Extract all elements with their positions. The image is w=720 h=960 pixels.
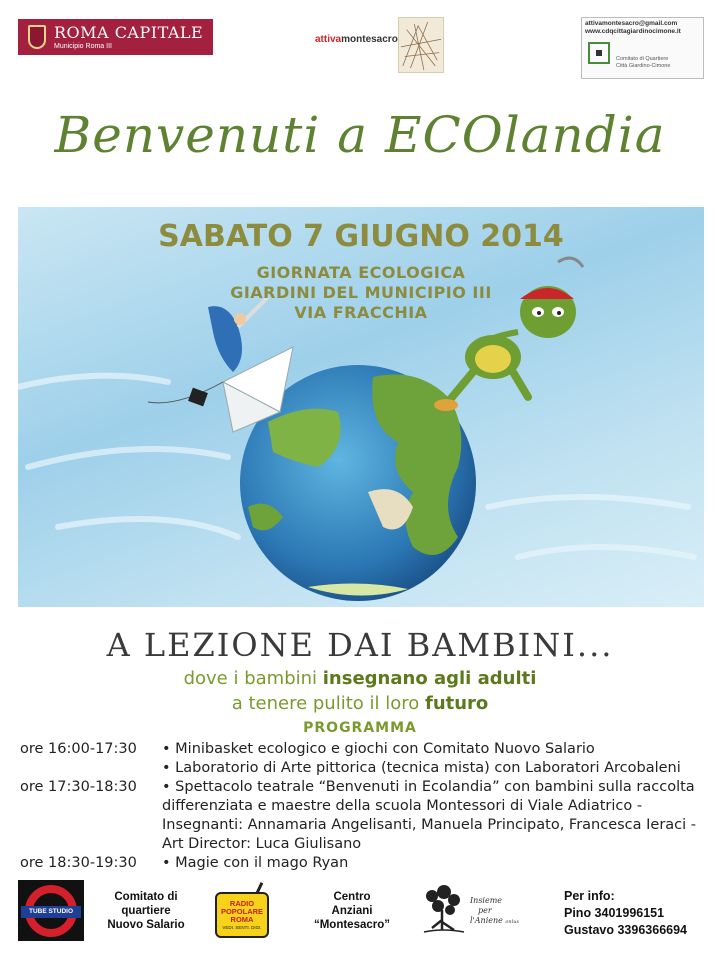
schedule-time: ore 16:00-17:30 — [20, 741, 137, 757]
tagline-1-plain: dove i bambini — [183, 668, 323, 689]
centro-line: Anziani — [331, 905, 373, 917]
info-phone-pino: Pino 3401996151 — [564, 906, 665, 920]
schedule-item — [20, 854, 710, 873]
radio-icon — [215, 892, 269, 938]
comitato-line: Comitato di — [114, 891, 178, 903]
headline-title: Benvenuti a ECOlandia — [54, 106, 666, 164]
schedule-activity: • Magie con il mago Ryan — [162, 855, 349, 871]
event-illustration-panel — [18, 207, 704, 607]
schedule-time: ore 17:30-18:30 — [20, 779, 137, 795]
comitato-line: quartiere — [121, 905, 171, 917]
radio-popolare-roma-logo — [215, 882, 271, 940]
event-address: VIA FRACCHIA — [294, 303, 428, 322]
aniene-name: l'Aniene — [470, 916, 503, 925]
radio-word: RADIO — [229, 899, 255, 908]
centro-line: Centro — [333, 891, 371, 903]
schedule-activity: • Laboratorio di Arte pittorica (tecnica mista) con Laboratori Arcobaleni — [162, 760, 681, 776]
centro-line: “Montesacro” — [313, 919, 391, 931]
contact-email: attivamontesacro@gmail.com — [585, 20, 678, 27]
aniene-line — [470, 916, 519, 927]
centro-anziani — [312, 890, 392, 932]
roma-title: ROMA CAPITALE — [54, 22, 204, 42]
schedule-item — [20, 759, 710, 778]
comitato-line: Nuovo Salario — [107, 919, 185, 931]
roma-shield-icon — [28, 25, 46, 49]
schedule-activity: • Spettacolo teatrale “Benvenuti in Ecolandia” con bambini sulla raccolta differenziata e maestre della scuola Montessori di Viale Adiatrico - Insegnanti: Annamaria Angelisanti, Manuela Principato, Francesca Ieraci - Art Director: Luca Giulisano — [162, 779, 697, 852]
tube-studio-logo — [18, 880, 84, 941]
schedule-activity: • Minibasket ecologico e giochi con Comitato Nuovo Salario — [162, 741, 595, 757]
tagline-2-plain: a tenere pulito il loro — [231, 693, 425, 714]
schedule-time — [20, 759, 162, 778]
schedule-item — [20, 778, 710, 854]
attiva-word: attiva — [315, 34, 342, 45]
contact-website: www.cdqcittagiardinocimone.it — [585, 28, 681, 35]
aniene-onlus: onlus — [505, 919, 520, 925]
aniene-line: per — [478, 906, 492, 915]
schedule-item — [20, 740, 710, 759]
event-type: GIORNATA ECOLOGICA — [256, 263, 466, 282]
info-label: Per info: — [564, 889, 615, 903]
radio-slogan: VEDI. SENTI. DIGI. — [222, 925, 262, 930]
schedule-time: ore 18:30-19:30 — [20, 855, 137, 871]
comitato-line-2: Città Giardino-Cimone — [616, 63, 671, 69]
tagline-line-2 — [0, 693, 720, 714]
programma-heading: PROGRAMMA — [303, 720, 417, 736]
roundel-icon — [25, 885, 77, 937]
tagline-title: A LEZIONE DAI BAMBINI... — [106, 626, 614, 664]
schedule-list — [20, 740, 710, 873]
tagline-2-bold: futuro — [424, 693, 489, 714]
info-phone-gustavo: Gustavo 3396366694 — [564, 923, 688, 937]
comitato-name — [616, 56, 670, 70]
comitato-contacts-box — [581, 17, 704, 79]
tagline-1-bold: insegnano agli adulti — [322, 668, 537, 689]
attiva-montesacro-logo — [315, 34, 398, 45]
comitato-line-1: Comitato di Quartiere — [616, 56, 669, 62]
comitato-house-icon — [588, 42, 610, 64]
tube-studio-label: TUBE STUDIO — [21, 906, 81, 918]
popolare-word: POPOLARE — [220, 907, 264, 916]
roma-subtitle: Municipio Roma III — [54, 42, 112, 50]
roma-capitale-logo — [18, 19, 213, 55]
aniene-tree-icon — [418, 884, 468, 936]
montesacro-word: montesacro — [341, 34, 398, 45]
event-date: SABATO 7 GIUGNO 2014 — [158, 219, 564, 254]
comitato-nuovo-salario — [100, 890, 192, 932]
roma-word: ROMA — [230, 915, 254, 924]
insieme-per-aniene — [470, 896, 519, 927]
attiva-art-icon — [398, 17, 444, 73]
contact-info — [564, 888, 687, 939]
event-venue: GIARDINI DEL MUNICIPIO III — [230, 283, 492, 302]
aniene-line: Insieme — [470, 896, 503, 905]
tagline-line-1 — [0, 668, 720, 689]
